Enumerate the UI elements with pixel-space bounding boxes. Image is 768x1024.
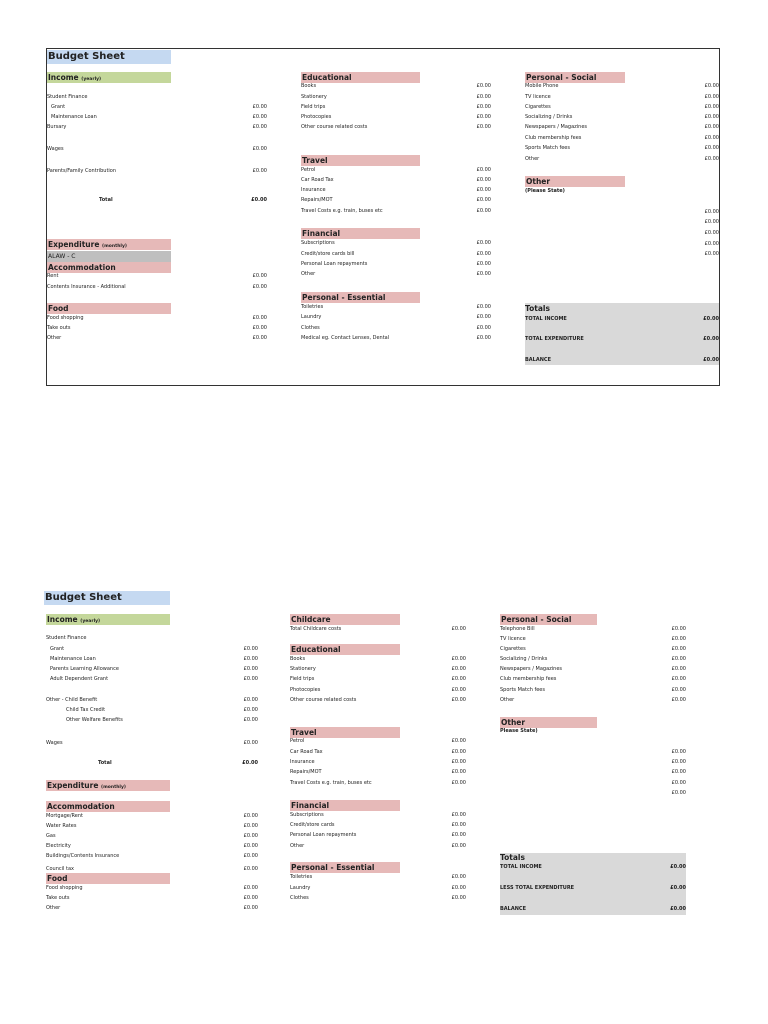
income-row: Other - Child Benefit £0.00 xyxy=(46,697,258,703)
income-row: Wages £0.00 xyxy=(46,740,258,746)
expense-row: Clothes £0.00 xyxy=(301,325,491,331)
income-row: Grant £0.00 xyxy=(51,104,267,110)
total-income-row: TOTAL INCOME £0.00 xyxy=(525,316,719,322)
expense-row: Electricity £0.00 xyxy=(46,843,258,849)
sheet-title: Budget Sheet xyxy=(47,50,171,64)
personal-essential-header: Personal - Essential xyxy=(290,862,400,873)
educational-header: Educational xyxy=(301,72,420,83)
expense-row: Gas £0.00 xyxy=(46,833,258,839)
income-row: Other Welfare Benefits £0.00 xyxy=(66,717,258,723)
food-header: Food xyxy=(47,303,171,314)
expense-row: Total Childcare costs £0.00 xyxy=(290,626,466,632)
financial-header: Financial xyxy=(301,228,420,239)
income-row: Child Tax Credit £0.00 xyxy=(66,707,258,713)
expense-row: Laundry £0.00 xyxy=(301,314,491,320)
travel-header: Travel xyxy=(301,155,420,166)
alaw-cell: ALAW - C xyxy=(47,251,171,262)
totals-label: Totals xyxy=(525,304,550,313)
expense-row: Field trips £0.00 xyxy=(301,104,491,110)
expense-row: £0.00 xyxy=(704,219,719,225)
educational-header: Educational xyxy=(290,644,400,655)
expense-row: Rent £0.00 xyxy=(47,273,267,279)
expense-row: Buildings/Contents Insurance £0.00 xyxy=(46,853,258,859)
expense-row: Socializing / Drinks £0.00 xyxy=(525,114,719,120)
food-header: Food xyxy=(46,873,170,884)
expense-row: Take outs £0.00 xyxy=(46,895,258,901)
personal-essential-header: Personal - Essential xyxy=(301,292,420,303)
expense-row: £0.00 xyxy=(671,749,686,755)
personal-social-header: Personal - Social xyxy=(500,614,597,625)
expense-row: Personal Loan repayments £0.00 xyxy=(301,261,491,267)
expense-row: Other £0.00 xyxy=(290,843,466,849)
expense-row: Stationery £0.00 xyxy=(301,94,491,100)
expense-row: Other £0.00 xyxy=(500,697,686,703)
expense-row: Books £0.00 xyxy=(301,83,491,89)
expense-row: £0.00 xyxy=(671,769,686,775)
expense-row: Sports Match fees £0.00 xyxy=(500,687,686,693)
income-total-row: Total £0.00 xyxy=(99,197,267,203)
income-row: Adult Dependent Grant £0.00 xyxy=(50,676,258,682)
childcare-header: Childcare xyxy=(290,614,400,625)
expenditure-header: Expenditure (monthly) xyxy=(46,780,170,791)
expense-row: Clothes £0.00 xyxy=(290,895,466,901)
expense-row: Food shopping £0.00 xyxy=(46,885,258,891)
expense-row: Personal Loan repayments £0.00 xyxy=(290,832,466,838)
expense-row: Petrol £0.00 xyxy=(301,167,491,173)
expense-row: Contents Insurance - Additional £0.00 xyxy=(47,284,267,290)
expense-row: Car Road Tax £0.00 xyxy=(290,749,466,755)
income-row: Parents/Family Contribution £0.00 xyxy=(47,168,267,174)
expense-row: Repairs/MOT £0.00 xyxy=(301,197,491,203)
expense-row: Water Rates £0.00 xyxy=(46,823,258,829)
travel-header: Travel xyxy=(290,727,400,738)
expense-row: Council tax £0.00 xyxy=(46,866,258,872)
income-row: Grant £0.00 xyxy=(50,646,258,652)
expense-row: Credit/store cards bill £0.00 xyxy=(301,251,491,257)
expense-row: Travel Costs e.g. train, buses etc £0.00 xyxy=(301,208,491,214)
expense-row: Petrol £0.00 xyxy=(290,738,466,744)
expense-row: Credit/store cards £0.00 xyxy=(290,822,466,828)
other-header: Other xyxy=(500,717,597,728)
totals-label: Totals xyxy=(500,853,525,862)
expense-row: £0.00 xyxy=(704,251,719,257)
expense-row: Mobile Phone £0.00 xyxy=(525,83,719,89)
expense-row: Mortgage/Rent £0.00 xyxy=(46,813,258,819)
expense-row: Toiletries £0.00 xyxy=(290,874,466,880)
expense-row: Field trips £0.00 xyxy=(290,676,466,682)
income-row: Wages £0.00 xyxy=(47,146,267,152)
expense-row: Travel Costs e.g. train, buses etc £0.00 xyxy=(290,780,466,786)
expense-row: Subscriptions £0.00 xyxy=(290,812,466,818)
expense-row: Sports Match fees £0.00 xyxy=(525,145,719,151)
balance-row: BALANCE £0.00 xyxy=(525,357,719,363)
total-expenditure-row: TOTAL EXPENDITURE £0.00 xyxy=(525,336,719,342)
expense-row: Medical eg. Contact Lenses, Dental £0.00 xyxy=(301,335,491,341)
expense-row: £0.00 xyxy=(671,790,686,796)
income-header: Income (yearly) xyxy=(46,614,170,625)
income-total-row: Total £0.00 xyxy=(98,760,258,766)
expense-row: Cigarettes £0.00 xyxy=(500,646,686,652)
expense-row: TV licence £0.00 xyxy=(500,636,686,642)
expense-row: Car Road Tax £0.00 xyxy=(301,177,491,183)
expense-row: Newspapers / Magazines £0.00 xyxy=(525,124,719,130)
expense-row: £0.00 xyxy=(671,780,686,786)
budget-sheet-2: Budget Sheet Income (yearly) Student Finance Grant £0.00 Maintenance Loan £0.00 Parents Learning Allowance £0.00 Adult Dependent Grant £0.00 Other - Child Benefit £0.00 Child Tax Credit £0.00 Other Welfare Benefits £0.00 Wages £0.00 Total £0.00 Expenditure (monthly) Accommodation Mortgage/Rent £0.00 Water Rates £0.00 Gas £0.00 Electricity £0.00 Buildings/Contents Insurance £0.00 Council tax £0.00 Food Food shopping £0.00 Take outs £0.00 Other £0.00 Childcare Total Childcare costs £0.00 Educational Books £0.00 Stationery £0.00 Field trips £0.00 Photocopies £0.00 Other course related costs £0.00 Travel Petrol £0.00 Car Road Tax £0.00 Insurance £0.00 Repairs/MOT £0.00 Travel Costs e.g. train, buses etc £0.00 Financial Subscriptions £0.00 Credit/store cards £0.00 Personal Loan repayments £0.00 Other £0.00 Personal - Essential Toiletries £0.00 Laundry £0.00 Clothes £0.00 Personal - Social Telephone Bill £0.00 TV licence £0.00 Cigarettes £0.00 Socializing / Drinks £0.00 Newspapers / Magazines £0.00 Club membership fees £0.00 Sports Match fees £0.00 Other £0.00 Other Please State) £0.00 £0.00 £0.00 £0.00 £0.00 Totals TOTAL INCOME £0.00 LESS TOTAL EXPENDITURE £0.00 BALANCE £0.00 xyxy=(44,590,734,920)
balance-row: BALANCE £0.00 xyxy=(500,906,686,912)
expense-row: Socializing / Drinks £0.00 xyxy=(500,656,686,662)
expenditure-header: Expenditure (monthly) xyxy=(47,239,171,250)
income-row: Bursary £0.00 xyxy=(47,124,267,130)
expense-row: Insurance £0.00 xyxy=(290,759,466,765)
expense-row: £0.00 xyxy=(704,241,719,247)
expense-row: Club membership fees £0.00 xyxy=(500,676,686,682)
expense-row: Other course related costs £0.00 xyxy=(301,124,491,130)
expense-row: TV licence £0.00 xyxy=(525,94,719,100)
expense-row: Stationery £0.00 xyxy=(290,666,466,672)
expense-row: Subscriptions £0.00 xyxy=(301,240,491,246)
expense-row: Other £0.00 xyxy=(46,905,258,911)
financial-header: Financial xyxy=(290,800,400,811)
expense-row: Toiletries £0.00 xyxy=(301,304,491,310)
accommodation-header: Accommodation xyxy=(47,262,171,273)
income-row: Maintenance Loan £0.00 xyxy=(50,656,258,662)
expense-row: Newspapers / Magazines £0.00 xyxy=(500,666,686,672)
expense-row: £0.00 xyxy=(704,230,719,236)
expense-row: Club membership fees £0.00 xyxy=(525,135,719,141)
personal-social-header: Personal - Social xyxy=(525,72,625,83)
expense-row: Cigarettes £0.00 xyxy=(525,104,719,110)
expense-row: Laundry £0.00 xyxy=(290,885,466,891)
sheet-title: Budget Sheet xyxy=(44,591,170,605)
expense-row: Books £0.00 xyxy=(290,656,466,662)
less-total-expenditure-row: LESS TOTAL EXPENDITURE £0.00 xyxy=(500,885,686,891)
income-row: Maintenance Loan £0.00 xyxy=(51,114,267,120)
expense-row: Other £0.00 xyxy=(47,335,267,341)
expense-row: Take outs £0.00 xyxy=(47,325,267,331)
expense-row: Other £0.00 xyxy=(525,156,719,162)
expense-row: Insurance £0.00 xyxy=(301,187,491,193)
expense-row: £0.00 xyxy=(704,209,719,215)
other-header: Other xyxy=(525,176,625,187)
expense-row: Other course related costs £0.00 xyxy=(290,697,466,703)
expense-row: Other £0.00 xyxy=(301,271,491,277)
expense-row: Photocopies £0.00 xyxy=(290,687,466,693)
income-header: Income (yearly) xyxy=(47,72,171,83)
budget-sheet-1: Budget Sheet Income (yearly) Student Finance Grant £0.00 Maintenance Loan £0.00 Bursary £0.00 Wages £0.00 Parents/Family Contribution £0.00 Total £0.00 Expenditure (monthly) ALAW - C Accommodation Rent £0.00 Contents Insurance - Additional £0.00 Food Food shopping £0.00 Take outs £0.00 Other £0.00 Educational Books £0.00 Stationery £0.00 Field trips £0.00 Photocopies £0.00 Other course related costs £0.00 Travel Petrol £0.00 Car Road Tax £0.00 Insurance £0.00 Repairs/MOT £0.00 Travel Costs e.g. train, buses etc £0.00 Financial Subscriptions £0.00 Credit/store cards bill £0.00 Personal Loan repayments £0.00 Other £0.00 Personal - Essential Toiletries £0.00 Laundry £0.00 Clothes £0.00 Medical eg. Contact Lenses, Dental £0.00 Personal - Social Mobile Phone £0.00 TV licence £0.00 Cigarettes £0.00 Socializing / Drinks £0.00 Newspapers / Magazines £0.00 Club membership fees £0.00 Sports Match fees £0.00 Other £0.00 Other (Please State) £0.00 £0.00 £0.00 £0.00 £0.00 Totals TOTAL INCOME £0.00 TOTAL EXPENDITURE £0.00 BALANCE £0.00 xyxy=(46,48,720,386)
accommodation-header: Accommodation xyxy=(46,801,170,812)
expense-row: Photocopies £0.00 xyxy=(301,114,491,120)
expense-row: Food shopping £0.00 xyxy=(47,315,267,321)
income-row: Parents Learning Allowance £0.00 xyxy=(50,666,258,672)
expense-row: Telephone Bill £0.00 xyxy=(500,626,686,632)
expense-row: £0.00 xyxy=(671,759,686,765)
total-income-row: TOTAL INCOME £0.00 xyxy=(500,864,686,870)
expense-row: Repairs/MOT £0.00 xyxy=(290,769,466,775)
